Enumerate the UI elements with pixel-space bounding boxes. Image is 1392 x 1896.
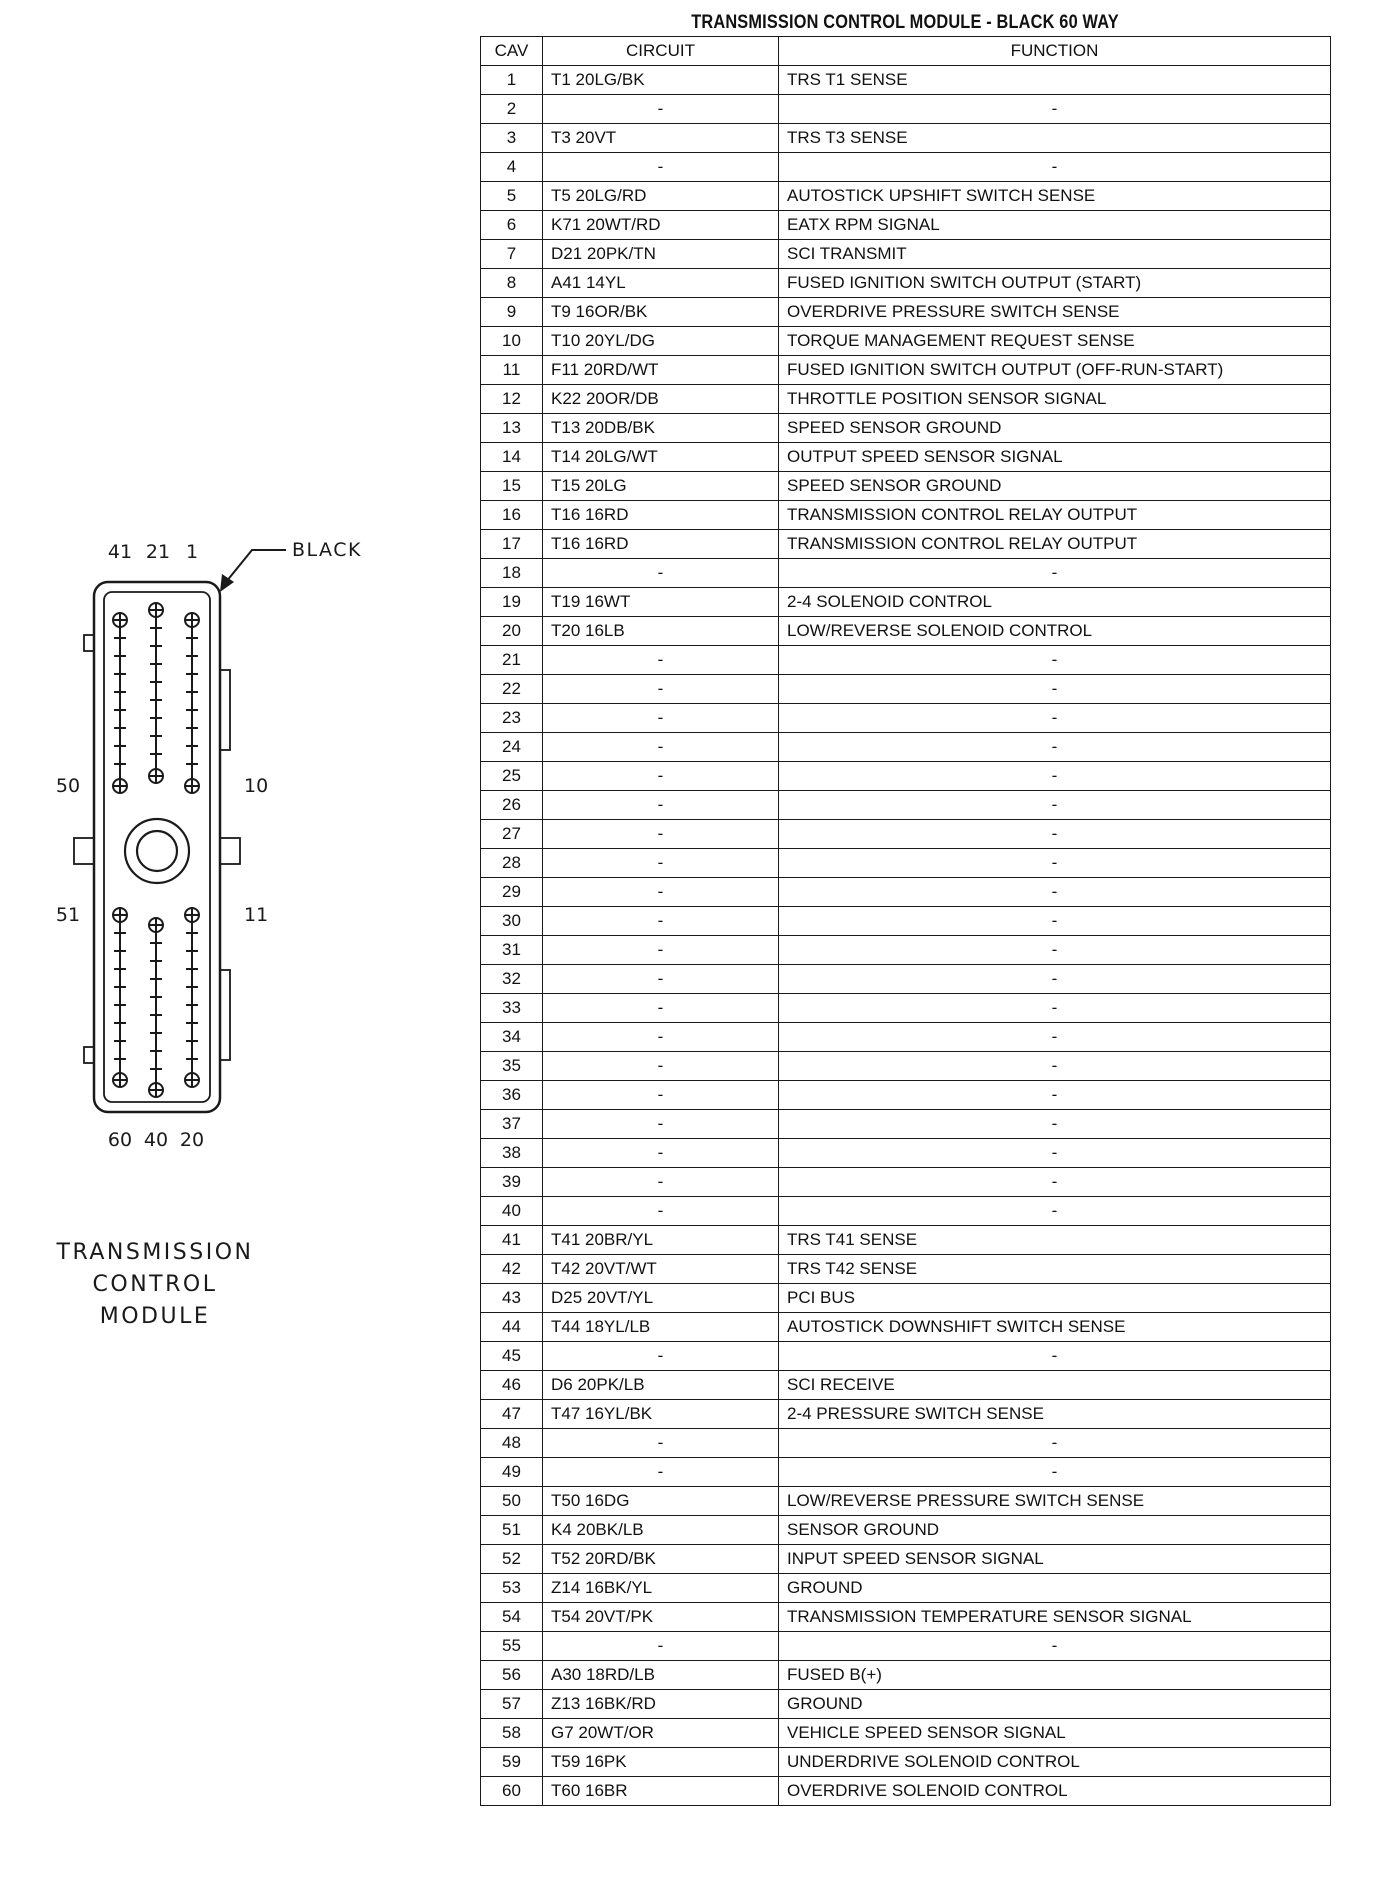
function-cell: - bbox=[779, 791, 1331, 820]
circuit-cell: T44 18YL/LB bbox=[543, 1313, 779, 1342]
circuit-cell: A30 18RD/LB bbox=[543, 1661, 779, 1690]
circuit-cell: K22 20OR/DB bbox=[543, 385, 779, 414]
pin-label-60: 60 bbox=[107, 1129, 133, 1151]
table-row bbox=[481, 1110, 1331, 1139]
table-row bbox=[481, 1458, 1331, 1487]
cav-cell: 2 bbox=[481, 95, 543, 124]
circuit-cell: T52 20RD/BK bbox=[543, 1545, 779, 1574]
center-lug-right bbox=[220, 838, 240, 864]
circuit-cell: - bbox=[543, 704, 779, 733]
circuit-cell: - bbox=[543, 1052, 779, 1081]
circuit-cell: - bbox=[543, 1458, 779, 1487]
circuit-cell: F11 20RD/WT bbox=[543, 356, 779, 385]
circuit-cell: - bbox=[543, 1139, 779, 1168]
table-row bbox=[481, 95, 1331, 124]
circuit-cell: - bbox=[543, 646, 779, 675]
cav-cell: 22 bbox=[481, 675, 543, 704]
cav-cell: 32 bbox=[481, 965, 543, 994]
circuit-cell: - bbox=[543, 1168, 779, 1197]
connector-color-label: BLACK bbox=[292, 539, 362, 561]
function-cell: - bbox=[779, 95, 1331, 124]
pin-label-50: 50 bbox=[55, 775, 81, 797]
table-row bbox=[481, 965, 1331, 994]
table-row bbox=[481, 1777, 1331, 1806]
function-cell: - bbox=[779, 1632, 1331, 1661]
cav-cell: 10 bbox=[481, 327, 543, 356]
cav-cell: 20 bbox=[481, 617, 543, 646]
function-cell: - bbox=[779, 1168, 1331, 1197]
circuit-cell: - bbox=[543, 1632, 779, 1661]
table-row bbox=[481, 936, 1331, 965]
table-row bbox=[481, 646, 1331, 675]
function-cell: - bbox=[779, 675, 1331, 704]
cav-cell: 50 bbox=[481, 1487, 543, 1516]
circuit-cell: - bbox=[543, 559, 779, 588]
circuit-cell: - bbox=[543, 791, 779, 820]
table-row bbox=[481, 762, 1331, 791]
function-cell: - bbox=[779, 1110, 1331, 1139]
cav-cell: 8 bbox=[481, 269, 543, 298]
function-cell: PCI BUS bbox=[779, 1284, 1331, 1313]
table-row bbox=[481, 617, 1331, 646]
table-row bbox=[481, 1139, 1331, 1168]
cav-cell: 51 bbox=[481, 1516, 543, 1545]
cav-cell: 41 bbox=[481, 1226, 543, 1255]
function-cell: - bbox=[779, 936, 1331, 965]
circuit-cell: T47 16YL/BK bbox=[543, 1400, 779, 1429]
table-row bbox=[481, 1081, 1331, 1110]
table-row bbox=[481, 472, 1331, 501]
function-cell: - bbox=[779, 1023, 1331, 1052]
function-cell: - bbox=[779, 907, 1331, 936]
function-cell: FUSED IGNITION SWITCH OUTPUT (OFF-RUN-START) bbox=[779, 356, 1331, 385]
cav-cell: 47 bbox=[481, 1400, 543, 1429]
connector-diagram bbox=[40, 520, 400, 1350]
function-cell: - bbox=[779, 733, 1331, 762]
pin-label-41: 41 bbox=[107, 541, 133, 563]
table-row bbox=[481, 182, 1331, 211]
circuit-cell: D6 20PK/LB bbox=[543, 1371, 779, 1400]
pin-label-20: 20 bbox=[179, 1129, 205, 1151]
header-cav: CAV bbox=[481, 37, 543, 66]
circuit-cell: T54 20VT/PK bbox=[543, 1603, 779, 1632]
circuit-cell: T19 16WT bbox=[543, 588, 779, 617]
table-row bbox=[481, 1603, 1331, 1632]
cav-cell: 49 bbox=[481, 1458, 543, 1487]
table-row bbox=[481, 1632, 1331, 1661]
cav-cell: 16 bbox=[481, 501, 543, 530]
circuit-cell: - bbox=[543, 994, 779, 1023]
function-cell: TRS T3 SENSE bbox=[779, 124, 1331, 153]
cav-cell: 40 bbox=[481, 1197, 543, 1226]
function-cell: GROUND bbox=[779, 1574, 1331, 1603]
cav-cell: 33 bbox=[481, 994, 543, 1023]
circuit-cell: - bbox=[543, 1342, 779, 1371]
table-row bbox=[481, 1255, 1331, 1284]
function-cell: - bbox=[779, 878, 1331, 907]
function-cell: VEHICLE SPEED SENSOR SIGNAL bbox=[779, 1719, 1331, 1748]
function-cell: - bbox=[779, 965, 1331, 994]
cav-cell: 1 bbox=[481, 66, 543, 95]
pin-label-21: 21 bbox=[145, 541, 171, 563]
circuit-cell: T1 20LG/BK bbox=[543, 66, 779, 95]
circuit-cell: G7 20WT/OR bbox=[543, 1719, 779, 1748]
circuit-cell: - bbox=[543, 1429, 779, 1458]
cav-cell: 31 bbox=[481, 936, 543, 965]
function-cell: LOW/REVERSE SOLENOID CONTROL bbox=[779, 617, 1331, 646]
function-cell: - bbox=[779, 1081, 1331, 1110]
latch-right-bottom bbox=[220, 970, 230, 1060]
caption-line-3: MODULE bbox=[99, 1304, 211, 1329]
table-row bbox=[481, 356, 1331, 385]
function-cell: - bbox=[779, 820, 1331, 849]
circuit-cell: - bbox=[543, 1110, 779, 1139]
cav-cell: 15 bbox=[481, 472, 543, 501]
table-row bbox=[481, 1400, 1331, 1429]
pin-label-1: 1 bbox=[185, 541, 199, 563]
function-cell: 2-4 PRESSURE SWITCH SENSE bbox=[779, 1400, 1331, 1429]
function-cell: INPUT SPEED SENSOR SIGNAL bbox=[779, 1545, 1331, 1574]
function-cell: - bbox=[779, 1458, 1331, 1487]
table-row bbox=[481, 211, 1331, 240]
cav-cell: 4 bbox=[481, 153, 543, 182]
table-row bbox=[481, 530, 1331, 559]
circuit-cell: T3 20VT bbox=[543, 124, 779, 153]
caption-line-2: CONTROL bbox=[92, 1272, 218, 1297]
cav-cell: 29 bbox=[481, 878, 543, 907]
table-row bbox=[481, 791, 1331, 820]
cav-cell: 42 bbox=[481, 1255, 543, 1284]
latch-left-bottom bbox=[84, 1047, 94, 1063]
table-row bbox=[481, 1690, 1331, 1719]
table-row bbox=[481, 443, 1331, 472]
pinout-table bbox=[480, 36, 1331, 1806]
circuit-cell: - bbox=[543, 936, 779, 965]
table-row bbox=[481, 414, 1331, 443]
cav-cell: 48 bbox=[481, 1429, 543, 1458]
function-cell: - bbox=[779, 1197, 1331, 1226]
circuit-cell: T50 16DG bbox=[543, 1487, 779, 1516]
pin-label-40: 40 bbox=[143, 1129, 169, 1151]
circuit-cell: - bbox=[543, 878, 779, 907]
circuit-cell: - bbox=[543, 95, 779, 124]
cav-cell: 36 bbox=[481, 1081, 543, 1110]
table-row bbox=[481, 907, 1331, 936]
function-cell: TRS T41 SENSE bbox=[779, 1226, 1331, 1255]
cav-cell: 14 bbox=[481, 443, 543, 472]
circuit-cell: T60 16BR bbox=[543, 1777, 779, 1806]
table-row bbox=[481, 1023, 1331, 1052]
cav-cell: 13 bbox=[481, 414, 543, 443]
cav-cell: 53 bbox=[481, 1574, 543, 1603]
table-row bbox=[481, 704, 1331, 733]
table-row bbox=[481, 1574, 1331, 1603]
cav-cell: 56 bbox=[481, 1661, 543, 1690]
table-row bbox=[481, 1748, 1331, 1777]
cav-cell: 19 bbox=[481, 588, 543, 617]
cav-cell: 57 bbox=[481, 1690, 543, 1719]
table-row bbox=[481, 1429, 1331, 1458]
table-row bbox=[481, 1168, 1331, 1197]
table-row bbox=[481, 994, 1331, 1023]
table-row bbox=[481, 501, 1331, 530]
pinout-table-section bbox=[480, 10, 1330, 1806]
table-row bbox=[481, 1226, 1331, 1255]
cav-cell: 46 bbox=[481, 1371, 543, 1400]
function-cell: - bbox=[779, 1139, 1331, 1168]
function-cell: - bbox=[779, 646, 1331, 675]
circuit-cell: Z14 16BK/YL bbox=[543, 1574, 779, 1603]
cav-cell: 7 bbox=[481, 240, 543, 269]
function-cell: SPEED SENSOR GROUND bbox=[779, 414, 1331, 443]
function-cell: TRANSMISSION TEMPERATURE SENSOR SIGNAL bbox=[779, 1603, 1331, 1632]
function-cell: - bbox=[779, 704, 1331, 733]
circuit-cell: T10 20YL/DG bbox=[543, 327, 779, 356]
function-cell: THROTTLE POSITION SENSOR SIGNAL bbox=[779, 385, 1331, 414]
function-cell: - bbox=[779, 994, 1331, 1023]
pin-label-51: 51 bbox=[55, 904, 81, 926]
table-row bbox=[481, 1371, 1331, 1400]
cav-cell: 45 bbox=[481, 1342, 543, 1371]
center-lug-left bbox=[74, 838, 94, 864]
table-row bbox=[481, 1661, 1331, 1690]
table-row bbox=[481, 1197, 1331, 1226]
function-cell: AUTOSTICK DOWNSHIFT SWITCH SENSE bbox=[779, 1313, 1331, 1342]
function-cell: TRS T1 SENSE bbox=[779, 66, 1331, 95]
function-cell: SPEED SENSOR GROUND bbox=[779, 472, 1331, 501]
cav-cell: 35 bbox=[481, 1052, 543, 1081]
function-cell: SCI RECEIVE bbox=[779, 1371, 1331, 1400]
function-cell: - bbox=[779, 762, 1331, 791]
latch-right-top bbox=[220, 670, 230, 750]
leader-arrowhead bbox=[220, 574, 234, 592]
function-cell: UNDERDRIVE SOLENOID CONTROL bbox=[779, 1748, 1331, 1777]
table-row bbox=[481, 1284, 1331, 1313]
upper-pin-rows bbox=[113, 603, 199, 793]
circuit-cell: - bbox=[543, 907, 779, 936]
table-row bbox=[481, 240, 1331, 269]
cav-cell: 12 bbox=[481, 385, 543, 414]
function-cell: TRS T42 SENSE bbox=[779, 1255, 1331, 1284]
circuit-cell: T14 20LG/WT bbox=[543, 443, 779, 472]
cav-cell: 23 bbox=[481, 704, 543, 733]
latch-left-top bbox=[84, 635, 94, 651]
circuit-cell: - bbox=[543, 849, 779, 878]
circuit-cell: T5 20LG/RD bbox=[543, 182, 779, 211]
function-cell: - bbox=[779, 1429, 1331, 1458]
function-cell: TRANSMISSION CONTROL RELAY OUTPUT bbox=[779, 530, 1331, 559]
lower-pin-rows bbox=[113, 908, 199, 1097]
cav-cell: 38 bbox=[481, 1139, 543, 1168]
table-row bbox=[481, 269, 1331, 298]
cav-cell: 34 bbox=[481, 1023, 543, 1052]
function-cell: - bbox=[779, 153, 1331, 182]
table-row bbox=[481, 849, 1331, 878]
circuit-cell: Z13 16BK/RD bbox=[543, 1690, 779, 1719]
circuit-cell: - bbox=[543, 733, 779, 762]
center-bolt-inner bbox=[137, 831, 177, 871]
circuit-cell: T9 16OR/BK bbox=[543, 298, 779, 327]
circuit-cell: K71 20WT/RD bbox=[543, 211, 779, 240]
circuit-cell: T41 20BR/YL bbox=[543, 1226, 779, 1255]
table-row bbox=[481, 1487, 1331, 1516]
pin-label-10: 10 bbox=[244, 775, 269, 797]
function-cell: - bbox=[779, 1052, 1331, 1081]
center-bolt-outer bbox=[125, 819, 189, 883]
cav-cell: 54 bbox=[481, 1603, 543, 1632]
circuit-cell: - bbox=[543, 1197, 779, 1226]
function-cell: FUSED B(+) bbox=[779, 1661, 1331, 1690]
table-row bbox=[481, 1719, 1331, 1748]
circuit-cell: A41 14YL bbox=[543, 269, 779, 298]
circuit-cell: - bbox=[543, 965, 779, 994]
cav-cell: 9 bbox=[481, 298, 543, 327]
circuit-cell: T15 20LG bbox=[543, 472, 779, 501]
table-header-row bbox=[481, 37, 1331, 66]
function-cell: GROUND bbox=[779, 1690, 1331, 1719]
color-leader-line bbox=[226, 550, 286, 582]
cav-cell: 18 bbox=[481, 559, 543, 588]
table-row bbox=[481, 1545, 1331, 1574]
circuit-cell: - bbox=[543, 153, 779, 182]
cav-cell: 58 bbox=[481, 1719, 543, 1748]
circuit-cell: - bbox=[543, 1081, 779, 1110]
function-cell: TORQUE MANAGEMENT REQUEST SENSE bbox=[779, 327, 1331, 356]
function-cell: EATX RPM SIGNAL bbox=[779, 211, 1331, 240]
cav-cell: 44 bbox=[481, 1313, 543, 1342]
cav-cell: 21 bbox=[481, 646, 543, 675]
cav-cell: 43 bbox=[481, 1284, 543, 1313]
table-row bbox=[481, 675, 1331, 704]
cav-cell: 24 bbox=[481, 733, 543, 762]
table-title: TRANSMISSION CONTROL MODULE - BLACK 60 WAY bbox=[691, 12, 1119, 33]
table-row bbox=[481, 327, 1331, 356]
circuit-cell: T13 20DB/BK bbox=[543, 414, 779, 443]
circuit-cell: T16 16RD bbox=[543, 530, 779, 559]
function-cell: SCI TRANSMIT bbox=[779, 240, 1331, 269]
table-row bbox=[481, 385, 1331, 414]
connector-face-svg bbox=[40, 520, 400, 1350]
circuit-cell: T16 16RD bbox=[543, 501, 779, 530]
cav-cell: 3 bbox=[481, 124, 543, 153]
circuit-cell: D25 20VT/YL bbox=[543, 1284, 779, 1313]
circuit-cell: T20 16LB bbox=[543, 617, 779, 646]
function-cell: OVERDRIVE SOLENOID CONTROL bbox=[779, 1777, 1331, 1806]
table-row bbox=[481, 66, 1331, 95]
circuit-cell: - bbox=[543, 675, 779, 704]
cav-cell: 27 bbox=[481, 820, 543, 849]
cav-cell: 59 bbox=[481, 1748, 543, 1777]
cav-cell: 28 bbox=[481, 849, 543, 878]
cav-cell: 26 bbox=[481, 791, 543, 820]
function-cell: LOW/REVERSE PRESSURE SWITCH SENSE bbox=[779, 1487, 1331, 1516]
table-row bbox=[481, 1052, 1331, 1081]
function-cell: AUTOSTICK UPSHIFT SWITCH SENSE bbox=[779, 182, 1331, 211]
cav-cell: 37 bbox=[481, 1110, 543, 1139]
circuit-cell: K4 20BK/LB bbox=[543, 1516, 779, 1545]
function-cell: FUSED IGNITION SWITCH OUTPUT (START) bbox=[779, 269, 1331, 298]
cav-cell: 17 bbox=[481, 530, 543, 559]
table-row bbox=[481, 298, 1331, 327]
function-cell: - bbox=[779, 849, 1331, 878]
circuit-cell: T59 16PK bbox=[543, 1748, 779, 1777]
table-row bbox=[481, 588, 1331, 617]
circuit-cell: - bbox=[543, 762, 779, 791]
cav-cell: 30 bbox=[481, 907, 543, 936]
cav-cell: 52 bbox=[481, 1545, 543, 1574]
header-circuit: CIRCUIT bbox=[543, 37, 779, 66]
table-row bbox=[481, 124, 1331, 153]
circuit-cell: - bbox=[543, 1023, 779, 1052]
function-cell: - bbox=[779, 559, 1331, 588]
cav-cell: 5 bbox=[481, 182, 543, 211]
table-row bbox=[481, 820, 1331, 849]
pin-label-11: 11 bbox=[244, 904, 269, 926]
cav-cell: 11 bbox=[481, 356, 543, 385]
table-row bbox=[481, 733, 1331, 762]
cav-cell: 55 bbox=[481, 1632, 543, 1661]
table-row bbox=[481, 1342, 1331, 1371]
caption-line-1: TRANSMISSION bbox=[56, 1240, 254, 1265]
circuit-cell: D21 20PK/TN bbox=[543, 240, 779, 269]
table-row bbox=[481, 153, 1331, 182]
circuit-cell: T42 20VT/WT bbox=[543, 1255, 779, 1284]
table-row bbox=[481, 1516, 1331, 1545]
table-row bbox=[481, 878, 1331, 907]
cav-cell: 6 bbox=[481, 211, 543, 240]
function-cell: - bbox=[779, 1342, 1331, 1371]
function-cell: OUTPUT SPEED SENSOR SIGNAL bbox=[779, 443, 1331, 472]
function-cell: SENSOR GROUND bbox=[779, 1516, 1331, 1545]
header-function: FUNCTION bbox=[779, 37, 1331, 66]
table-row bbox=[481, 559, 1331, 588]
function-cell: OVERDRIVE PRESSURE SWITCH SENSE bbox=[779, 298, 1331, 327]
function-cell: 2-4 SOLENOID CONTROL bbox=[779, 588, 1331, 617]
table-row bbox=[481, 1313, 1331, 1342]
table-body bbox=[481, 66, 1331, 1806]
function-cell: TRANSMISSION CONTROL RELAY OUTPUT bbox=[779, 501, 1331, 530]
circuit-cell: - bbox=[543, 820, 779, 849]
cav-cell: 60 bbox=[481, 1777, 543, 1806]
cav-cell: 25 bbox=[481, 762, 543, 791]
cav-cell: 39 bbox=[481, 1168, 543, 1197]
